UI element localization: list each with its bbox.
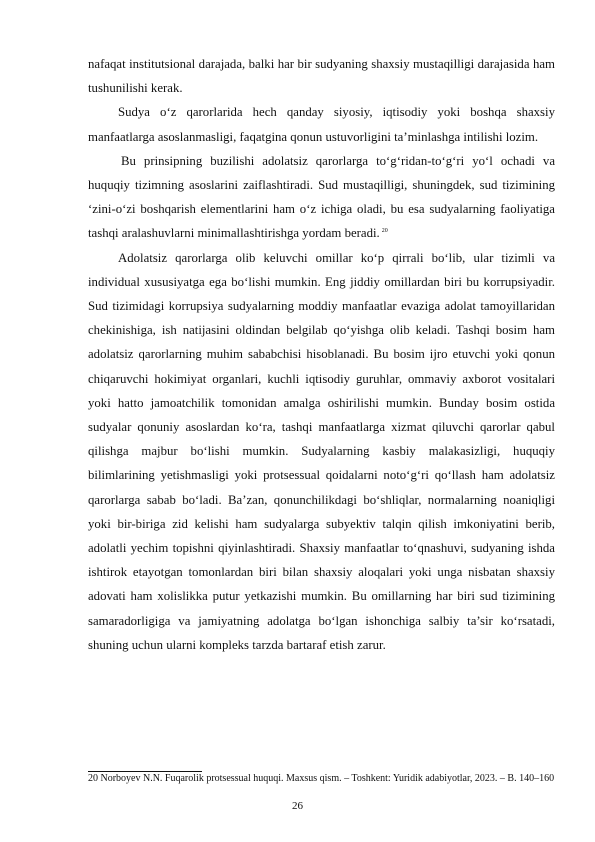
page-body <box>88 52 555 657</box>
paragraph-3 <box>88 149 555 246</box>
paragraph-1: nafaqat institutsional darajada, balki har bir sudyaning shaxsiy mustaqilligi darajasida ham tushunilishi kerak. <box>88 57 555 96</box>
paragraph-2: Sudya o‘z qarorlarida hech qanday siyosiy, iqtisodiy yoki boshqa shaxsiy manfaatlarga asoslanmasligi, faqatgina qonun ustuvorligini ta’minlashga intilishi lozim. <box>88 105 555 144</box>
paragraph-3-text: Bu prinsipning buzilishi adolatsiz qarorlarga to‘g‘ridan-to‘g‘ri yo‘l ochadi va huquqiy tizimning asoslarini zaiflashtiradi. Sud mustaqilligi, shuningdek, sud tizimining ‘zini-o‘zi boshqarish elementlarini ham o‘z ichiga oladi, bu esa sudyalarning faoliyatiga tashqi aralashuvlarni minimallashtirishga yordam beradi. <box>88 153 555 241</box>
paragraph-4: Adolatsiz qarorlarga olib keluvchi omillar ko‘p qirrali bo‘lib, ular tizimli va individual xususiyatga ega bo‘lishi mumkin. Eng jiddiy omillardan biri bu korrupsiyadir. Sud tizimidagi korrupsiya sudyalarning moddiy manfaatlar evaziga adolat tamoyillaridan chekinishiga, ish natijasini oldindan belgilab qo‘yishga olib keladi. Tashqi bosim ham adolatsiz qarorlarning muhim sababchisi hisoblanadi. Bu bosim ijro etuvchi yoki qonun chiqaruvchi hokimiyat organlari, kuchli iqtisodiy guruhlar, ommaviy axborot vositalari yoki hatto jamoatchilik tomonidan amalga oshirilishi mumkin. Bunday bosim ostida sudyalar qonuniy asoslardan ko‘ra, tashqi manfaatlarga xizmat qiluvchi qarorlar qabul qilishga majbur bo‘lishi mumkin. Sudyalarning kasbiy malakasizligi, huquqiy bilimlarining yetishmasligi yoki protsessual qoidalarni noto‘g‘ri qo‘llash ham adolatsiz qarorlarga sabab bo‘ladi. Ba’zan, qonunchilikdagi bo‘shliqlar, normalarning noaniqligi yoki bir-biriga zid kelishi ham sudyalarga subyektiv talqin qilish imkoniyatini berib, adolatli yechim topishni qiyinlashtiradi. Shaxsiy manfaatlar to‘qnashuvi, sudyaning ishda ishtirok etayotgan tomonlardan biri bilan shaxsiy aloqalari yoki unga nisbatan shaxsiy adovati ham xolislikka putur yetkazishi mumkin. Bu omillarning har biri sud tizimining samaradorligiga va jamiyatning adolatga bo‘lgan ishonchiga salbiy ta’sir ko‘rsatadi, shuning uchun ularni kompleks tarzda bartaraf etish zarur. <box>88 250 555 652</box>
page-number: 26 <box>292 800 303 812</box>
footnote: 20 Norboyev N.N. Fuqarolik protsessual huquqi. Maxsus qism. – Toshkent: Yuridik adabiyotlar, 2023. – B. 140–160 <box>88 773 555 784</box>
footnote-marker[interactable]: 20 <box>381 228 388 235</box>
